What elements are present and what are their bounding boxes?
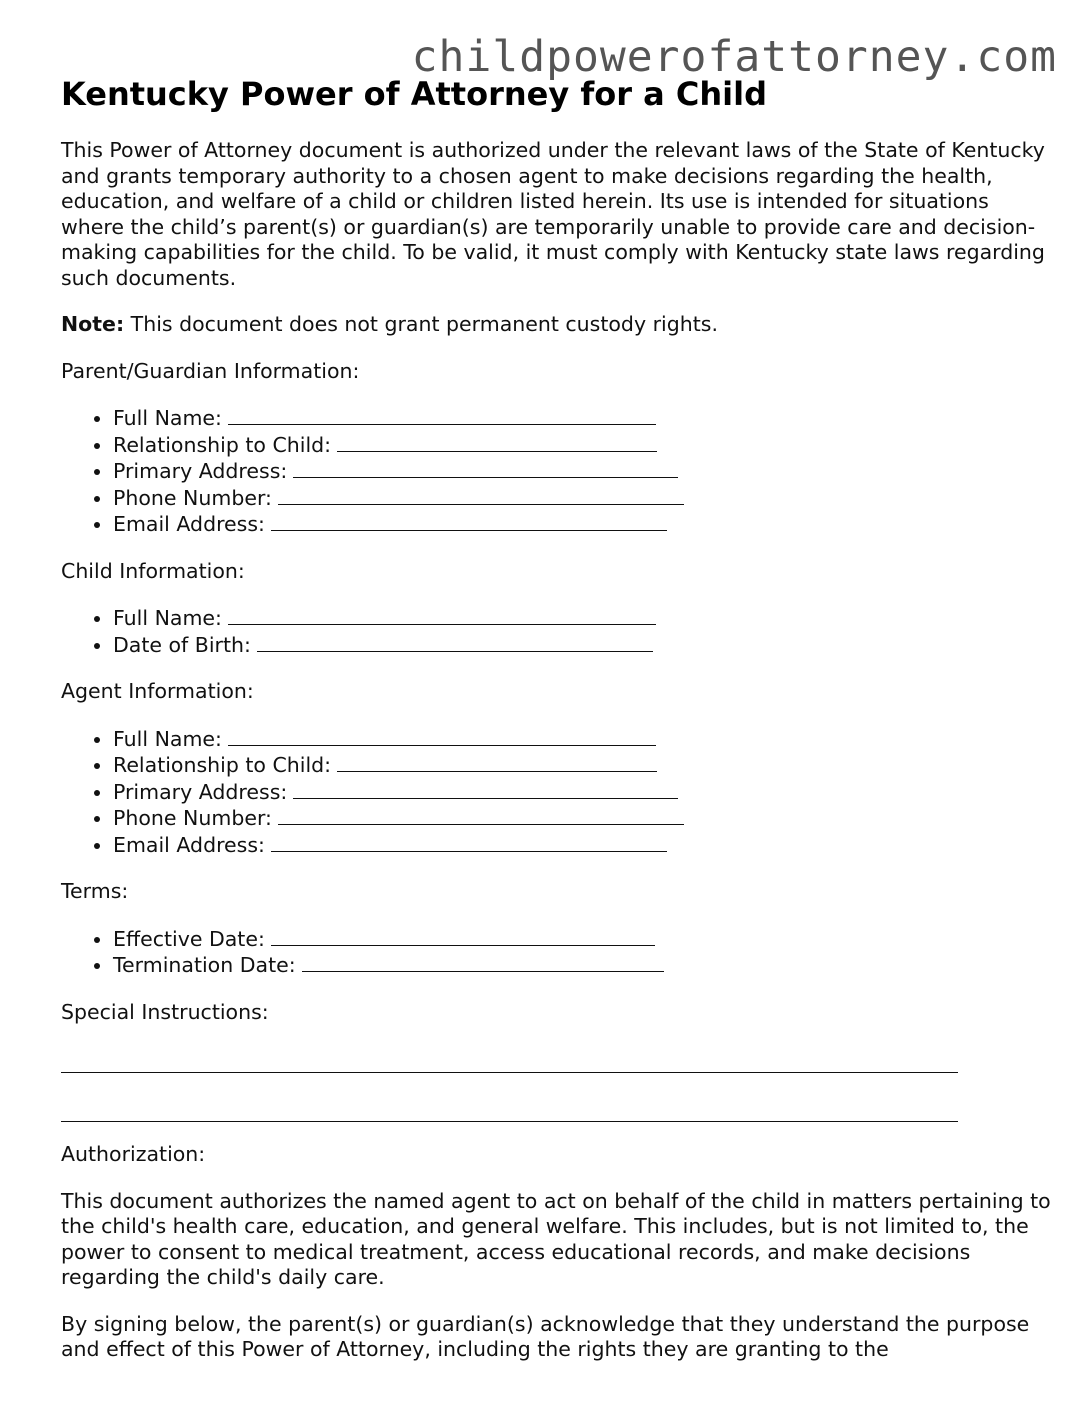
- parent-fields-list: [61, 405, 1051, 538]
- field-label: Email Address:: [113, 832, 265, 857]
- parent-address-field[interactable]: [293, 458, 678, 478]
- field-label: Full Name:: [113, 406, 222, 430]
- agent-email-field[interactable]: [271, 832, 667, 852]
- agent-phone-item: [113, 805, 1051, 832]
- field-label: Primary Address:: [113, 459, 288, 483]
- special-instructions-line-2[interactable]: [61, 1083, 958, 1122]
- termination-date-item: [113, 952, 1051, 979]
- parent-section-heading: Parent/Guardian Information:: [61, 358, 360, 383]
- parent-full-name-item: [113, 405, 1051, 432]
- special-instructions-line-1[interactable]: [61, 1034, 958, 1073]
- terms-fields-list: [61, 926, 1051, 979]
- authorization-paragraph: This document authorizes the named agent to act on behalf of the child in matters pertaining to the child's health care, education, and general welfare. This includes, but is not limited to, the power to consent to medical treatment, access educational records, and make decisions regarding the child's daily care.: [61, 1188, 1051, 1289]
- agent-email-item: [113, 832, 1051, 859]
- parent-relationship-field[interactable]: [337, 432, 657, 452]
- document-page: [61, 74, 1051, 1384]
- agent-section-heading: Agent Information:: [61, 679, 254, 703]
- agent-relationship-field[interactable]: [337, 752, 657, 772]
- intro-paragraph: This Power of Attorney document is authorized under the relevant laws of the State of Kentucky and grants temporary authority to a chosen agent to make decisions regarding the health, education, and welfare of a child or children listed herein. Its use is intended for situations where the child’s parent(s) or guardian(s) are temporarily unable to provide care and decision-making capabilities for the child. To be valid, it must comply with Kentucky state laws regarding such documents.: [61, 138, 1045, 290]
- field-label: Effective Date:: [113, 926, 265, 951]
- field-label: Date of Birth:: [113, 632, 251, 657]
- child-dob-field[interactable]: [257, 632, 653, 652]
- field-label: Phone Number:: [113, 485, 272, 510]
- parent-full-name-field[interactable]: [228, 405, 656, 425]
- parent-relationship-item: [113, 432, 1051, 459]
- field-label: Phone Number:: [113, 806, 272, 830]
- acknowledgement-paragraph: By signing below, the parent(s) or guardian(s) acknowledge that they understand the purpose and effect of this Power of Attorney, including the rights they are granting to the: [61, 1311, 1030, 1361]
- field-label: Termination Date:: [113, 953, 296, 977]
- agent-address-item: [113, 779, 1051, 806]
- child-full-name-item: [113, 605, 1051, 632]
- field-label: Email Address:: [113, 512, 265, 536]
- note-paragraph: [61, 312, 1051, 338]
- special-instructions-lines: [61, 1034, 1051, 1122]
- note-text: This document does not grant permanent custody rights.: [124, 312, 718, 336]
- parent-phone-item: [113, 485, 1051, 512]
- parent-email-item: [113, 511, 1051, 538]
- field-label: Relationship to Child:: [113, 753, 332, 777]
- field-label: Full Name:: [113, 606, 222, 630]
- child-section-heading: Child Information:: [61, 558, 245, 583]
- special-instructions-heading: Special Instructions:: [61, 999, 269, 1024]
- field-label: Relationship to Child:: [113, 432, 332, 457]
- site-watermark: childpowerofattorney.com: [411, 32, 1057, 82]
- field-label: Primary Address:: [113, 779, 288, 804]
- child-fields-list: [61, 605, 1051, 658]
- parent-phone-field[interactable]: [278, 485, 684, 505]
- agent-relationship-item: [113, 752, 1051, 779]
- agent-full-name-field[interactable]: [228, 726, 656, 746]
- agent-address-field[interactable]: [293, 779, 678, 799]
- effective-date-item: [113, 926, 1051, 953]
- agent-phone-field[interactable]: [278, 805, 684, 825]
- agent-fields-list: [61, 726, 1051, 859]
- termination-date-field[interactable]: [302, 952, 664, 972]
- document-title: Kentucky Power of Attorney for a Child: [61, 75, 767, 113]
- note-label: Note:: [61, 312, 125, 336]
- child-full-name-field[interactable]: [228, 605, 656, 625]
- authorization-heading: Authorization:: [61, 1142, 206, 1166]
- parent-address-item: [113, 458, 1051, 485]
- effective-date-field[interactable]: [271, 926, 655, 946]
- agent-full-name-item: [113, 726, 1051, 753]
- field-label: Full Name:: [113, 726, 222, 751]
- terms-section-heading: Terms:: [61, 879, 129, 903]
- parent-email-field[interactable]: [271, 511, 667, 531]
- child-dob-item: [113, 632, 1051, 659]
